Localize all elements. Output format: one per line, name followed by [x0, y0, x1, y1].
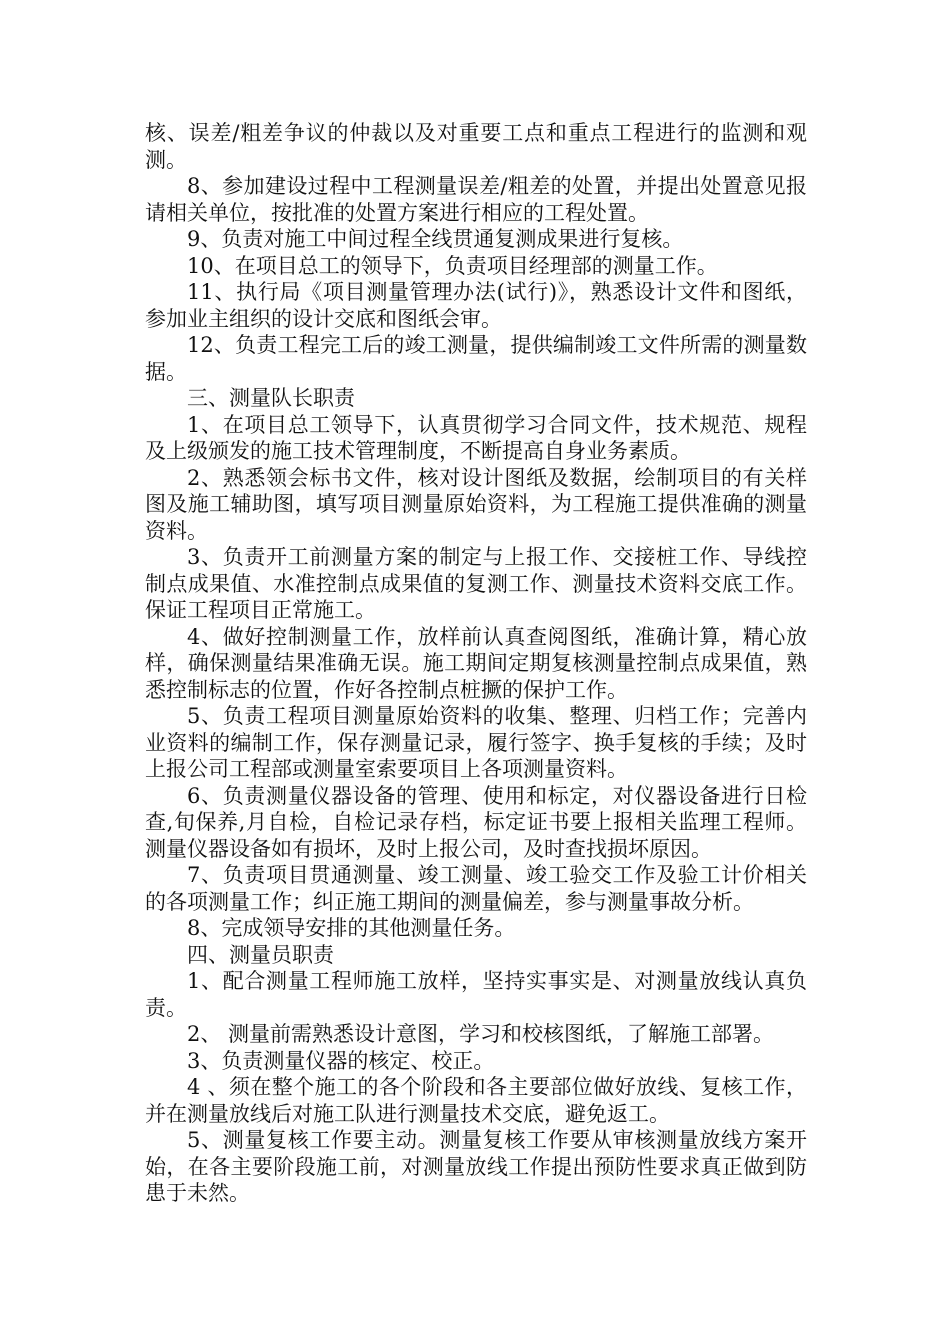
section-heading-3: 三、测量队长职责: [187, 386, 355, 410]
document-page: [145, 120, 807, 1207]
paragraph-item-11: 11、执行局《项目测量管理办法(试行)》，熟悉设计文件和图纸，参加业主组织的设计交底和图纸会审。: [145, 280, 807, 331]
paragraph-surveyor-5: 5、测量复核工作要主动。测量复核工作要从审核测量放线方案开始，在各主要阶段施工前，对测量放线工作提出预防性要求真正做到防患于未然。: [145, 1128, 807, 1205]
paragraph-surveyor-4: 4 、须在整个施工的各个阶段和各主要部位做好放线、复核工作，并在测量放线后对施工队进行测量技术交底，避免返工。: [145, 1075, 807, 1126]
section-heading-4: 四、测量员职责: [187, 942, 334, 967]
paragraph-leader-1: 1、在项目总工领导下，认真贯彻学习合同文件，技术规范、规程及上级颁发的施工技术管理制度，不断提高自身业务素质。: [145, 412, 807, 463]
paragraph-item-8: 8、参加建设过程中工程测量误差/粗差的处置，并提出处置意见报请相关单位，按批准的处置方案进行相应的工程处置。: [145, 174, 807, 225]
paragraph-leader-4: 4、做好控制测量工作，放样前认真查阅图纸，准确计算，精心放样，确保测量结果准确无误。施工期间定期复核测量控制点成果值，熟悉控制标志的位置，作好各控制点桩撅的保护工作。: [145, 624, 807, 702]
paragraph-item-9: 9、负责对施工中间过程全线贯通复测成果进行复核。: [187, 227, 684, 251]
paragraph-surveyor-1: 1、配合测量工程师施工放样，坚持实事实是、对测量放线认真负责。: [145, 969, 807, 1020]
paragraph-continuation: 核、误差/粗差争议的仲裁以及对重要工点和重点工程进行的监测和观测。: [145, 121, 807, 172]
paragraph-leader-8: 8、完成领导安排的其他测量任务。: [187, 916, 516, 940]
paragraph-surveyor-3: 3、负责测量仪器的核定、校正。: [187, 1048, 495, 1073]
paragraph-leader-6: 6、负责测量仪器设备的管理、使用和标定，对仪器设备进行日检查,旬保养,月自检，自检记录存档，标定证书要上报相关监理工程师。测量仪器设备如有损坏，及时上报公司，及时查找损坏原因。: [145, 783, 807, 861]
paragraph-item-12: 12、负责工程完工后的竣工测量，提供编制竣工文件所需的测量数据。: [145, 333, 807, 384]
paragraph-leader-2: 2、熟悉领会标书文件，核对设计图纸及数据，绘制项目的有关样图及施工辅助图，填写项目测量原始资料，为工程施工提供准确的测量资料。: [145, 465, 807, 543]
paragraph-item-10: 10、在项目总工的领导下，负责项目经理部的测量工作。: [187, 253, 718, 278]
paragraph-surveyor-2: 2、 测量前需熟悉设计意图，学习和校核图纸，了解施工部署。: [187, 1022, 775, 1046]
paragraph-leader-7: 7、负责项目贯通测量、竣工测量、竣工验交工作及验工计价相关的各项测量工作；纠正施工期间的测量偏差，参与测量事故分析。: [145, 863, 807, 914]
paragraph-leader-5: 5、负责工程项目测量原始资料的收集、整理、归档工作；完善内业资料的编制工作，保存测量记录，履行签字、换手复核的手续；及时上报公司工程部或测量室索要项目上各项测量资料。: [145, 704, 807, 781]
paragraph-leader-3: 3、负责开工前测量方案的制定与上报工作、交接桩工作、导线控制点成果值、水准控制点成果值的复测工作、测量技术资料交底工作。保证工程项目正常施工。: [145, 545, 807, 622]
